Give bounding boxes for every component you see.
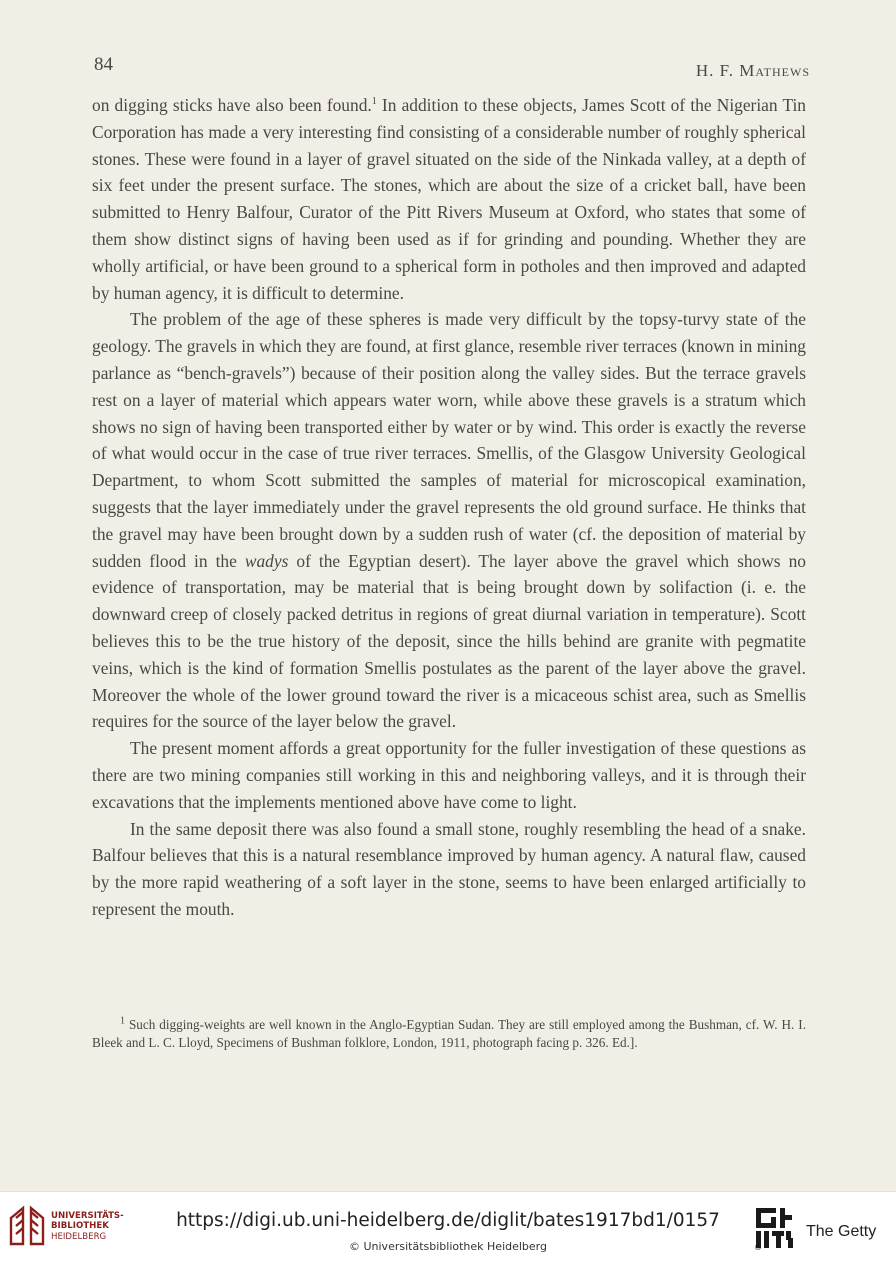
footnote-marker: 1 [120, 1015, 125, 1027]
partner-name: The Getty [806, 1223, 877, 1240]
library-name-line: UNIVERSITÄTS- [51, 1211, 124, 1221]
library-name-line: BIBLIOTHEK [51, 1221, 109, 1232]
footnote-text: Such digging-weights are well known in the Anglo-Egyptian Sudan. They are still employed among the Bushman, cf. W. H. I. Bleek and L. C. Lloyd, Specimens of Bushman folklore, London, 1911, photograph facing p. 326. Ed.]. [92, 1017, 806, 1050]
getty-logo-icon [752, 1206, 796, 1250]
paragraph-text: In the same deposit there was also found a small stone, roughly resembling the head of a snake. Balfour believes that this is a natural resemblance improved by human agency. A natural flaw, caused by the more rapid weathering of a soft layer in the stone, seems to have been enlarged artificially to represent the mouth. [92, 818, 806, 919]
registered-mark: ® [754, 1243, 762, 1250]
page-number: 84 [94, 54, 113, 75]
library-name-line: HEIDELBERG [51, 1231, 107, 1242]
viewer-footer [0, 1191, 896, 1262]
paragraph [92, 735, 806, 815]
paragraph [92, 816, 806, 923]
italic-term: wadys [244, 550, 289, 571]
footnote [92, 1016, 806, 1051]
paragraph-text: The problem of the age of these spheres is made very difficult by the topsy-turvy state of the geology. The gravels in which they are found, at first glance, resemble river terraces (known in mining parlance as “bench-gravels”) because of their position along the valley sides. But the terrace gravels rest on a layer of material which appears water worn, while above these gravels is a stratum which shows no sign of having been transported either by water or by wind. This order is exactly the reverse of what would occur in the case of true river terraces. Smellis, of the Glasgow University Geological Department, to whom Scott submitted the samples of material for microscopical examination, suggests that the layer immediately under the gravel represents the old ground surface. He thinks that the gravel may have been brought down by a sudden rush of water (cf. the deposition of material by sudden flood in the [92, 309, 806, 571]
body-text [92, 92, 806, 923]
permalink-url[interactable]: https://digi.ub.uni-heidelberg.de/diglit/bates1917bd1/0157 [176, 1210, 720, 1231]
paragraph-text: of the Egyptian desert). The layer above the gravel which shows no evidence of transportation, may be material that is being brought down by solifaction (i. e. the downward creep of closely packed detritus in regions of great diurnal variation in temperature). Scott believes this to be the true history of the deposit, since the hills behind are granite with pegmatite veins, which is the kind of formation Smellis postulates as the parent of the layer above the gravel. Moreover the whole of the lower ground toward the river is a micaceous schist area, such as Smellis requires for the source of the layer below the gravel. [92, 550, 806, 732]
paragraph-text: on digging sticks have also been found. [92, 95, 372, 115]
copyright-notice: © Universitätsbibliothek Heidelberg [348, 1240, 547, 1253]
running-head: H. F. Mathews [695, 61, 810, 80]
footnote-reference: 1 [371, 96, 377, 108]
footnotes [92, 1016, 806, 1051]
paragraph [92, 306, 806, 735]
paragraph-text: The present moment affords a great opportunity for the fuller investigation of these questions as there are two mining companies still working in this and neighboring valleys, and it is through their excavations that the implements mentioned above have come to light. [92, 738, 806, 812]
paragraph-text: In addition to these objects, James Scott of the Nigerian Tin Corporation has made a very interesting find consisting of a considerable number of roughly spherical stones. These were found in a layer of gravel situated on the side of the Ninkada valley, at a depth of six feet under the present surface. The stones, which are about the size of a cricket ball, have been submitted to Henry Balfour, Curator of the Pitt Rivers Museum at Oxford, who states that some of them show distinct signs of having been used as if for grinding and pounding. Whether they are wholly artificial, or have been ground to a spherical form in potholes and then improved and adapted by human agency, it is difficult to determine. [92, 95, 806, 303]
paragraph [92, 92, 806, 306]
